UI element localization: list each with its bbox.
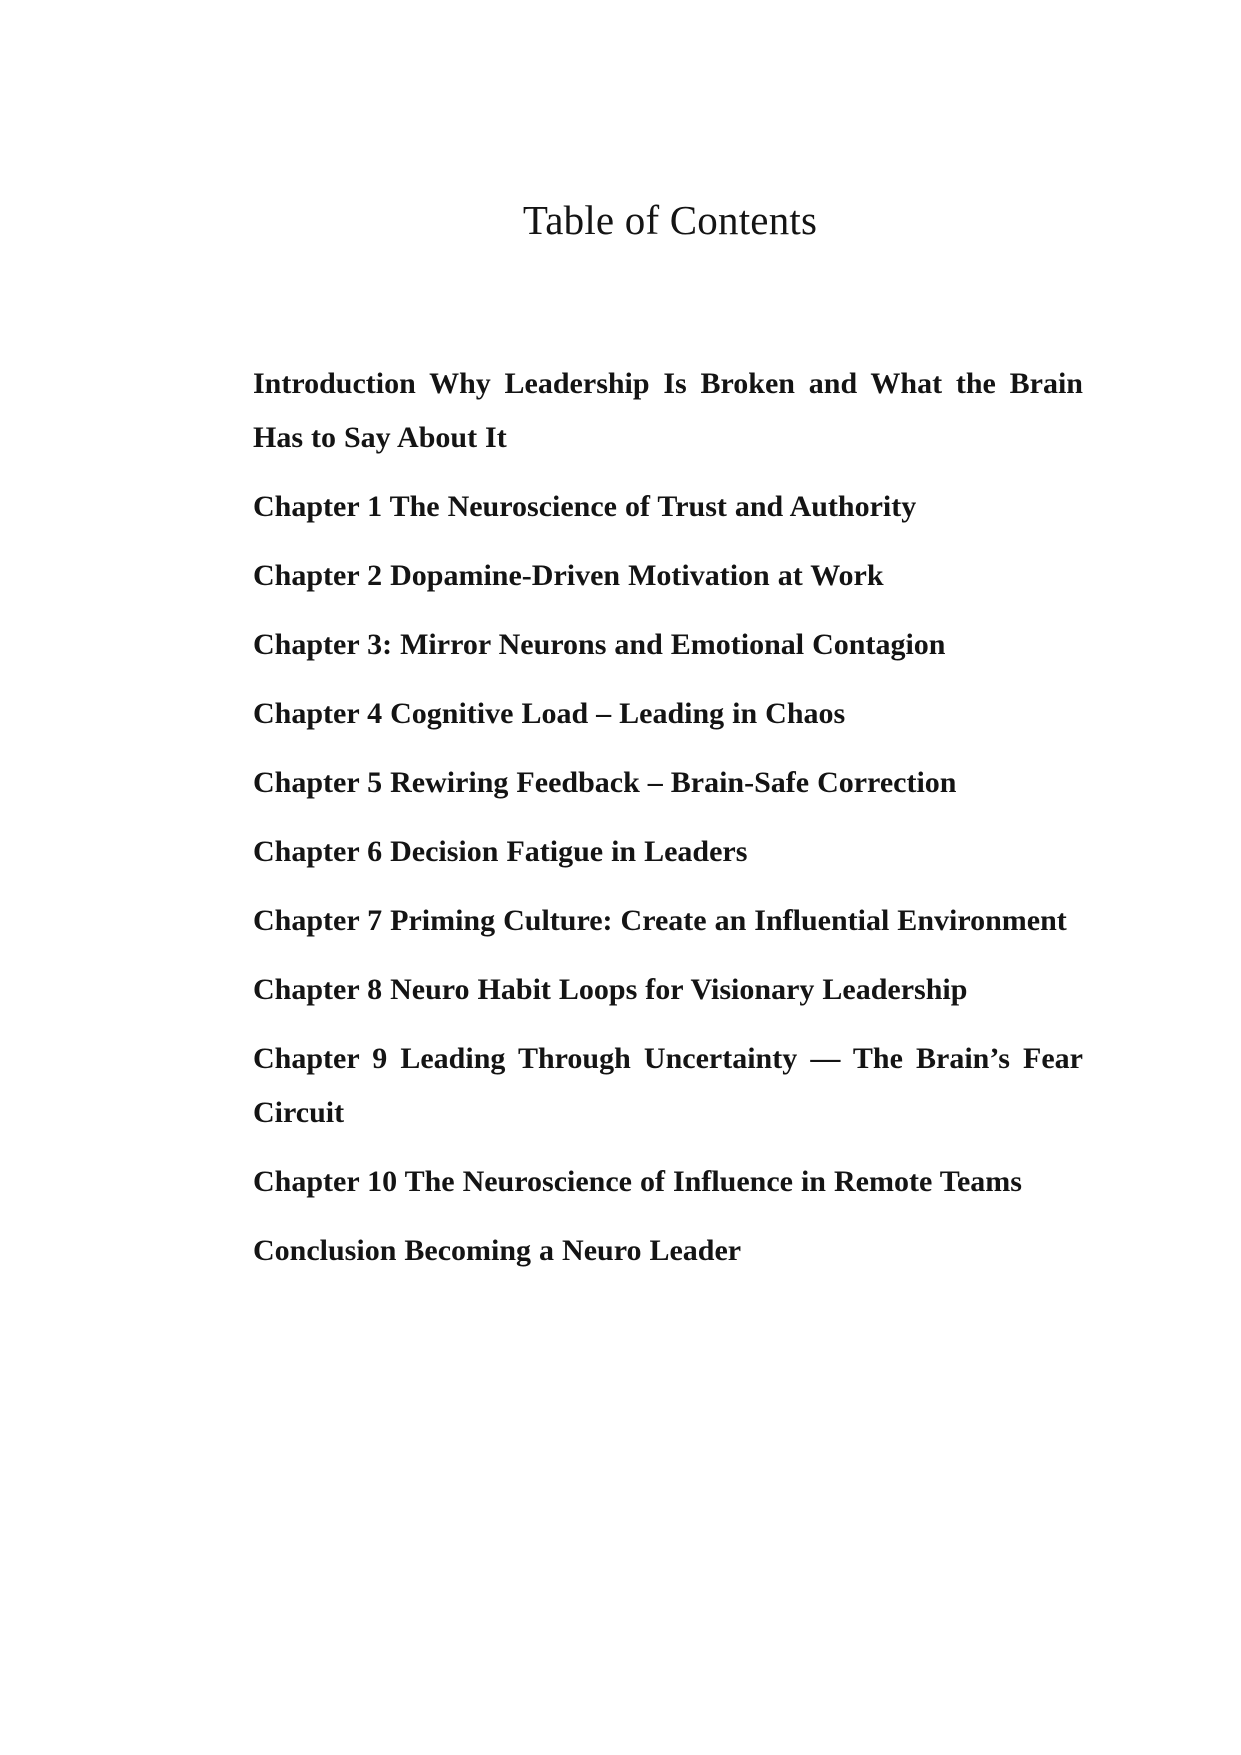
toc-entry-chapter-8[interactable]: Chapter 8 Neuro Habit Loops for Visionary Leadership [253, 973, 968, 1006]
toc-entry-chapter-9[interactable]: Chapter 9 Leading Through Uncertainty — The Brain’s Fear Circuit [253, 1042, 1083, 1129]
toc-entry-chapter-7[interactable]: Chapter 7 Priming Culture: Create an Influential Environment [253, 904, 1067, 937]
page-title: Table of Contents [522, 197, 818, 243]
toc-entry-chapter-6[interactable]: Chapter 6 Decision Fatigue in Leaders [253, 835, 748, 868]
toc-entry-chapter-2[interactable]: Chapter 2 Dopamine-Driven Motivation at Work [253, 559, 884, 592]
toc-entry-chapter-10[interactable]: Chapter 10 The Neuroscience of Influence in Remote Teams [253, 1165, 1022, 1198]
table-of-contents-list [253, 357, 1083, 1293]
toc-entry-introduction[interactable]: Introduction Why Leadership Is Broken and What the Brain Has to Say About It [253, 367, 1083, 454]
toc-entry-chapter-3[interactable]: Chapter 3: Mirror Neurons and Emotional Contagion [253, 628, 946, 661]
toc-entry-conclusion[interactable]: Conclusion Becoming a Neuro Leader [253, 1234, 742, 1267]
toc-entry-chapter-4[interactable]: Chapter 4 Cognitive Load – Leading in Chaos [253, 697, 846, 730]
toc-entry-chapter-1[interactable]: Chapter 1 The Neuroscience of Trust and Authority [253, 490, 917, 523]
toc-entry-chapter-5[interactable]: Chapter 5 Rewiring Feedback – Brain-Safe Correction [253, 766, 957, 799]
